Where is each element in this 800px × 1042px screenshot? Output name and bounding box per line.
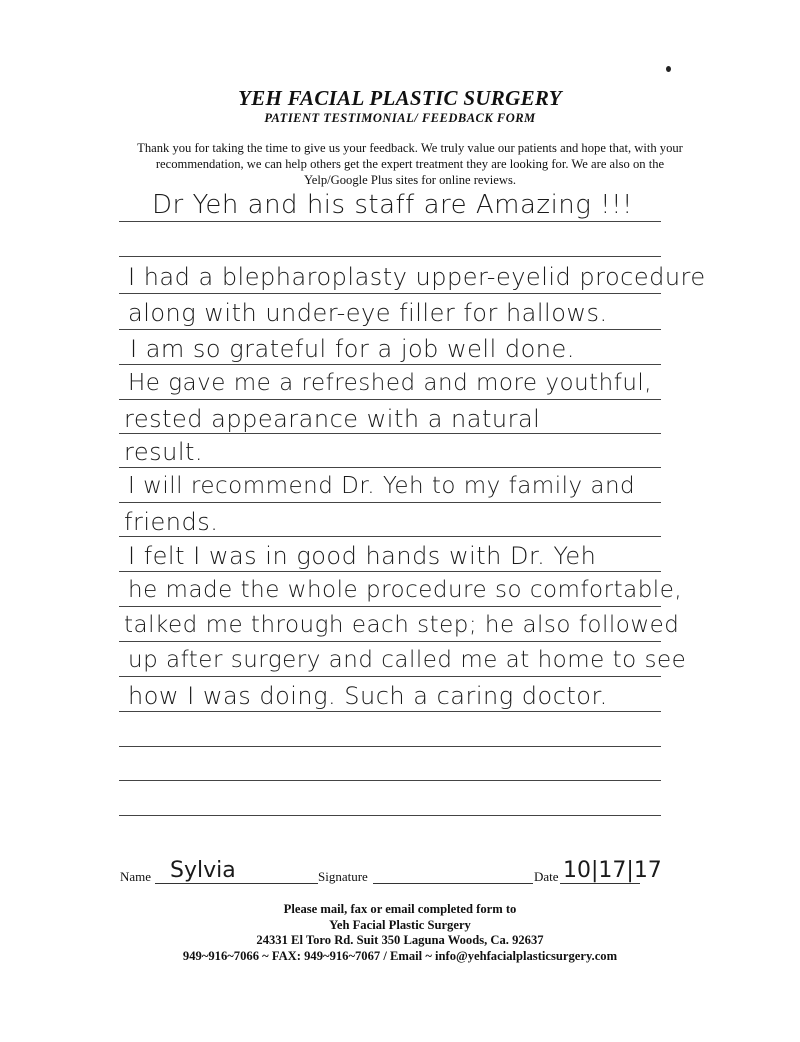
intro-paragraph xyxy=(110,140,710,188)
footer-line: 949~916~7066 ~ FAX: 949~916~7067 / Email ~ info@yehfacialplasticsurgery.com xyxy=(182,948,618,963)
writing-line xyxy=(119,221,661,222)
name-line xyxy=(155,883,318,884)
testimonial-line: friends. xyxy=(124,508,219,536)
writing-line xyxy=(119,676,661,677)
date-label: Date xyxy=(534,869,559,884)
testimonial-line: I had a blepharoplasty upper-eyelid procedure xyxy=(128,263,706,291)
writing-line xyxy=(119,606,661,607)
writing-line xyxy=(119,502,661,503)
date-value: 10|17|17 xyxy=(563,858,662,883)
writing-line xyxy=(119,399,661,400)
testimonial-line: talked me through each step; he also followed xyxy=(124,612,680,638)
date-line xyxy=(560,883,640,884)
writing-line xyxy=(119,256,661,257)
name-value: Sylvia xyxy=(170,858,236,883)
form-subtitle: PATIENT TESTIMONIAL/ FEEDBACK FORM xyxy=(264,111,536,125)
writing-line xyxy=(119,467,661,468)
testimonial-line: up after surgery and called me at home to see xyxy=(128,647,687,673)
writing-line xyxy=(119,780,661,781)
testimonial-line: result. xyxy=(124,438,204,466)
signature-row xyxy=(0,860,800,890)
testimonial-line: I am so grateful for a job well done. xyxy=(130,335,575,363)
footer-line: 24331 El Toro Rd. Suit 350 Laguna Woods, Ca. 92637 xyxy=(256,933,544,947)
testimonial-line: along with under-eye filler for hallows. xyxy=(128,299,608,327)
intro-line: recommendation, we can help others get the expert treatment they are looking for. We are also on the xyxy=(155,157,665,171)
writing-line xyxy=(119,641,661,642)
writing-line xyxy=(119,536,661,537)
writing-line xyxy=(119,329,661,330)
scan-speck xyxy=(666,66,671,72)
writing-line xyxy=(119,746,661,747)
writing-line xyxy=(119,711,661,712)
practice-title: YEH FACIAL PLASTIC SURGERY xyxy=(238,86,562,110)
mailing-instructions xyxy=(0,902,800,964)
writing-line xyxy=(119,571,661,572)
intro-line: Yelp/Google Plus sites for online reviews. xyxy=(303,173,517,187)
writing-line xyxy=(119,293,661,294)
testimonial-line: I will recommend Dr. Yeh to my family and xyxy=(128,473,636,499)
name-label: Name xyxy=(120,869,152,884)
testimonial-line: rested appearance with a natural xyxy=(124,405,541,433)
testimonial-line: I felt I was in good hands with Dr. Yeh xyxy=(128,542,597,570)
writing-line xyxy=(119,364,661,365)
testimonial-line: Dr Yeh and his staff are Amazing !!! xyxy=(152,190,633,220)
intro-line: Thank you for taking the time to give us your feedback. We truly value our patients and hope that, with your xyxy=(137,141,683,155)
signature-line xyxy=(373,883,533,884)
testimonial-line: how I was doing. Such a caring doctor. xyxy=(128,682,608,710)
testimonial-line: he made the whole procedure so comfortable, xyxy=(128,577,683,603)
footer-line: Please mail, fax or email completed form to xyxy=(283,902,517,916)
signature-label: Signature xyxy=(318,869,368,884)
writing-line xyxy=(119,433,661,434)
testimonial-line: He gave me a refreshed and more youthful, xyxy=(128,370,653,396)
writing-line xyxy=(119,815,661,816)
footer-line: Yeh Facial Plastic Surgery xyxy=(329,917,471,932)
